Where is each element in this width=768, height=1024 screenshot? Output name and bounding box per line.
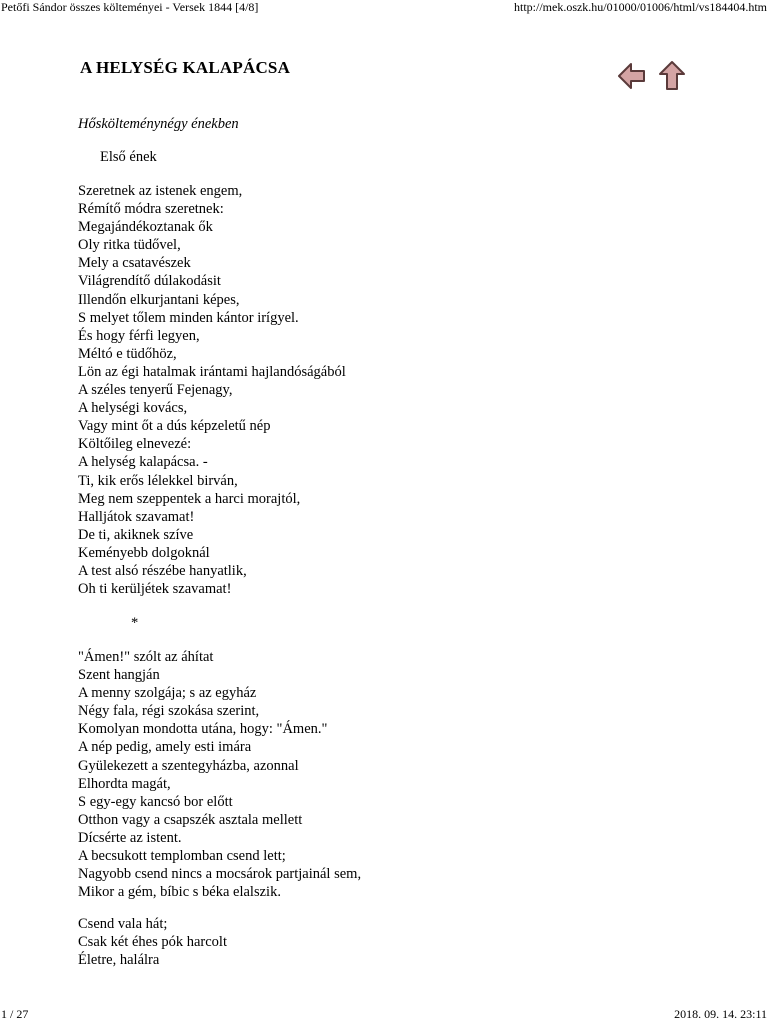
verse-line: Mely a csatavészek bbox=[78, 255, 191, 272]
left-arrow-icon[interactable] bbox=[617, 60, 647, 92]
verse-line: Rémítő módra szeretnek: bbox=[78, 201, 224, 218]
verse-line: "Ámen!" szólt az áhítat bbox=[78, 649, 214, 665]
verse-line: S melyet tőlem minden kántor irígyel. bbox=[78, 309, 299, 326]
verse-line: A helységi kovács, bbox=[78, 400, 188, 417]
verse-line: Életre, halálra bbox=[78, 952, 160, 969]
verse-line: Csak két éhes pók harcolt bbox=[78, 934, 227, 951]
verse-line: Dícsérte az istent. bbox=[78, 829, 182, 846]
verse-line: Csend vala hát; bbox=[78, 916, 168, 932]
verse-line: Mikor a gém, bíbic s béka elalszik. bbox=[78, 884, 281, 901]
verse-line: Oly ritka tüdővel, bbox=[78, 237, 181, 254]
verse-line: Keményebb dolgoknál bbox=[78, 544, 210, 561]
verse-line: Elhordta magát, bbox=[78, 775, 171, 792]
verse-line: Komolyan mondotta utána, hogy: "Ámen." bbox=[78, 721, 328, 738]
verse-line: Halljátok szavamat! bbox=[78, 508, 195, 525]
stanza-2 bbox=[78, 648, 361, 901]
browser-page-title: Petőfi Sándor összes költeményei - Versek 1844 [4/8] bbox=[1, 0, 259, 14]
nav-buttons bbox=[617, 60, 687, 92]
verse-line: Meg nem szeppentek a harci morajtól, bbox=[78, 490, 301, 507]
verse-line: De ti, akiknek szíve bbox=[78, 526, 194, 543]
verse-line: Otthon vagy a csapszék asztala mellett bbox=[78, 811, 303, 828]
verse-line: Méltó e tüdőhöz, bbox=[78, 345, 177, 362]
verse-line: A test alsó részébe hanyatlik, bbox=[78, 562, 247, 579]
verse-line: A menny szolgája; s az egyház bbox=[78, 685, 257, 702]
page-number: 1 / 27 bbox=[1, 1007, 29, 1021]
verse-line: Ti, kik erős lélekkel birván, bbox=[78, 472, 238, 489]
stanza-1 bbox=[78, 182, 346, 598]
verse-line: S egy-egy kancsó bor előtt bbox=[78, 793, 233, 810]
verse-line: Illendőn elkurjantani képes, bbox=[78, 291, 240, 308]
verse-line: Oh ti kerüljétek szavamat! bbox=[78, 581, 232, 598]
verse-line: A nép pedig, amely esti imára bbox=[78, 739, 252, 756]
page-url: http://mek.oszk.hu/01000/01006/html/vs184404.htm bbox=[513, 0, 767, 14]
stanza-3 bbox=[78, 915, 227, 969]
print-timestamp: 2018. 09. 14. 23:11 bbox=[674, 1007, 767, 1021]
verse-line: A helység kalapácsa. - bbox=[78, 454, 208, 471]
verse-line: Négy fala, régi szokása szerint, bbox=[78, 703, 260, 720]
verse-line: Szeretnek az istenek engem, bbox=[78, 183, 243, 199]
verse-line: Lön az égi hatalmak irántami hajlandóságából bbox=[78, 363, 346, 380]
up-arrow-icon[interactable] bbox=[657, 60, 687, 92]
verse-line: Megajándékoztanak ők bbox=[78, 219, 213, 236]
verse-line: Szent hangján bbox=[78, 667, 160, 684]
verse-line: Vagy mint őt a dús képzeletű nép bbox=[78, 418, 271, 435]
verse-line: Gyülekezett a szentegyházba, azonnal bbox=[78, 757, 299, 774]
verse-line: Költőileg elnevezé: bbox=[78, 436, 192, 453]
poem-subtitle: Hőskölteménynégy énekben bbox=[78, 116, 239, 132]
poem-title: A HELYSÉG KALAPÁCSA bbox=[80, 58, 291, 77]
canto-heading: Első ének bbox=[100, 149, 157, 165]
verse-line: Világrendítő dúlakodásit bbox=[78, 273, 221, 290]
verse-line: És hogy férfi legyen, bbox=[78, 327, 200, 344]
section-separator: * bbox=[131, 615, 139, 631]
verse-line: A széles tenyerű Fejenagy, bbox=[78, 382, 233, 399]
verse-line: A becsukott templomban csend lett; bbox=[78, 848, 286, 865]
verse-line: Nagyobb csend nincs a mocsárok partjainál sem, bbox=[78, 866, 362, 883]
